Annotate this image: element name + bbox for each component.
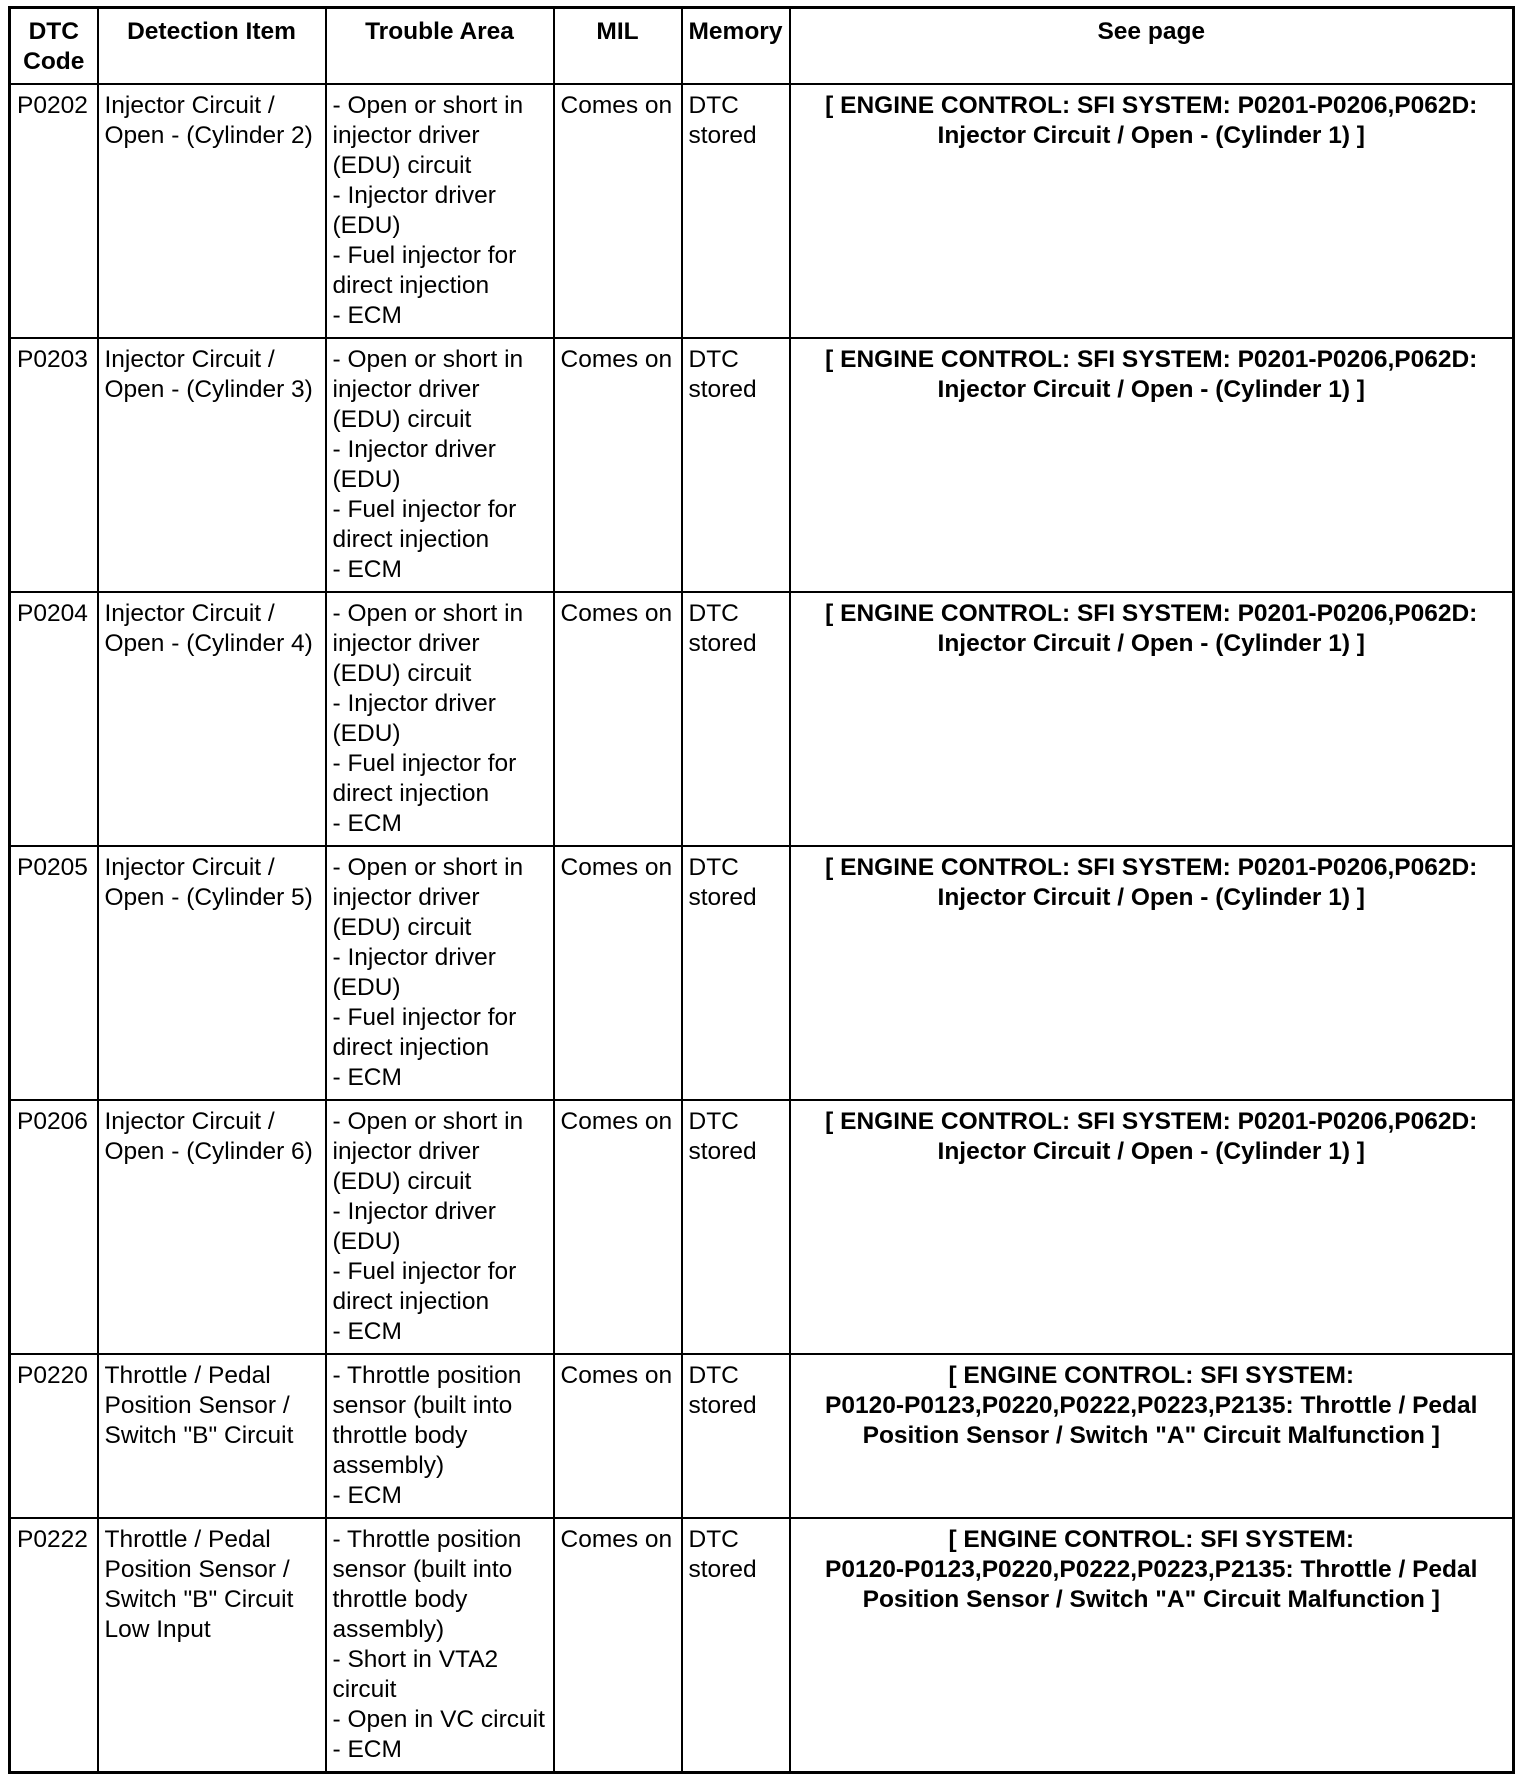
see-page-link[interactable]: [ ENGINE CONTROL: SFI SYSTEM: P0201-P0206,P062D: Injector Circuit / Open - (Cylinder 1) ] — [790, 338, 1514, 592]
header-see-page: See page — [790, 8, 1514, 85]
mil-cell: Comes on — [554, 84, 682, 338]
header-mil: MIL — [554, 8, 682, 85]
table-row — [10, 1518, 1514, 1773]
memory-cell: DTC stored — [682, 84, 790, 338]
dtc-code-cell: P0220 — [10, 1354, 98, 1518]
detection-item-cell: Injector Circuit / Open - (Cylinder 2) — [98, 84, 326, 338]
memory-cell: DTC stored — [682, 592, 790, 846]
mil-cell: Comes on — [554, 1100, 682, 1354]
header-detection-item: Detection Item — [98, 8, 326, 85]
see-page-link[interactable]: [ ENGINE CONTROL: SFI SYSTEM: P0201-P0206,P062D: Injector Circuit / Open - (Cylinder 1) ] — [790, 84, 1514, 338]
table-header-row — [10, 8, 1514, 85]
table-row — [10, 846, 1514, 1100]
see-page-link[interactable]: [ ENGINE CONTROL: SFI SYSTEM: P0201-P0206,P062D: Injector Circuit / Open - (Cylinder 1) ] — [790, 1100, 1514, 1354]
memory-cell: DTC stored — [682, 1354, 790, 1518]
memory-cell: DTC stored — [682, 846, 790, 1100]
trouble-area-cell: - Open or short in injector driver (EDU) circuit - Injector driver (EDU) - Fuel injector for direct injection - ECM — [326, 592, 554, 846]
detection-item-cell: Injector Circuit / Open - (Cylinder 4) — [98, 592, 326, 846]
table-row — [10, 84, 1514, 338]
mil-cell: Comes on — [554, 338, 682, 592]
trouble-area-cell: - Throttle position sensor (built into throttle body assembly) - Short in VTA2 circuit - Open in VC circuit - ECM — [326, 1518, 554, 1773]
detection-item-cell: Injector Circuit / Open - (Cylinder 5) — [98, 846, 326, 1100]
dtc-code-cell: P0222 — [10, 1518, 98, 1773]
dtc-code-cell: P0202 — [10, 84, 98, 338]
memory-cell: DTC stored — [682, 1100, 790, 1354]
table-row — [10, 1354, 1514, 1518]
trouble-area-cell: - Throttle position sensor (built into throttle body assembly) - ECM — [326, 1354, 554, 1518]
dtc-code-cell: P0206 — [10, 1100, 98, 1354]
detection-item-cell: Throttle / Pedal Position Sensor / Switch "B" Circuit — [98, 1354, 326, 1518]
dtc-code-cell: P0205 — [10, 846, 98, 1100]
mil-cell: Comes on — [554, 592, 682, 846]
memory-cell: DTC stored — [682, 1518, 790, 1773]
see-page-link[interactable]: [ ENGINE CONTROL: SFI SYSTEM: P0201-P0206,P062D: Injector Circuit / Open - (Cylinder 1) ] — [790, 846, 1514, 1100]
detection-item-cell: Injector Circuit / Open - (Cylinder 6) — [98, 1100, 326, 1354]
table-row — [10, 592, 1514, 846]
memory-cell: DTC stored — [682, 338, 790, 592]
mil-cell: Comes on — [554, 846, 682, 1100]
mil-cell: Comes on — [554, 1354, 682, 1518]
see-page-link[interactable]: [ ENGINE CONTROL: SFI SYSTEM: P0120-P0123,P0220,P0222,P0223,P2135: Throttle / Pedal Position Sensor / Switch "A" Circuit Malfunction ] — [790, 1354, 1514, 1518]
mil-cell: Comes on — [554, 1518, 682, 1773]
see-page-link[interactable]: [ ENGINE CONTROL: SFI SYSTEM: P0120-P0123,P0220,P0222,P0223,P2135: Throttle / Pedal Position Sensor / Switch "A" Circuit Malfunction ] — [790, 1518, 1514, 1773]
trouble-area-cell: - Open or short in injector driver (EDU) circuit - Injector driver (EDU) - Fuel injector for direct injection - ECM — [326, 1100, 554, 1354]
header-dtc-code: DTC Code — [10, 8, 98, 85]
see-page-link[interactable]: [ ENGINE CONTROL: SFI SYSTEM: P0201-P0206,P062D: Injector Circuit / Open - (Cylinder 1) ] — [790, 592, 1514, 846]
detection-item-cell: Throttle / Pedal Position Sensor / Switch "B" Circuit Low Input — [98, 1518, 326, 1773]
dtc-code-cell: P0203 — [10, 338, 98, 592]
table-row — [10, 1100, 1514, 1354]
header-trouble-area: Trouble Area — [326, 8, 554, 85]
dtc-code-cell: P0204 — [10, 592, 98, 846]
table-row — [10, 338, 1514, 592]
trouble-area-cell: - Open or short in injector driver (EDU) circuit - Injector driver (EDU) - Fuel injector for direct injection - ECM — [326, 84, 554, 338]
trouble-area-cell: - Open or short in injector driver (EDU) circuit - Injector driver (EDU) - Fuel injector for direct injection - ECM — [326, 846, 554, 1100]
trouble-area-cell: - Open or short in injector driver (EDU) circuit - Injector driver (EDU) - Fuel injector for direct injection - ECM — [326, 338, 554, 592]
dtc-table — [8, 6, 1515, 1774]
header-memory: Memory — [682, 8, 790, 85]
detection-item-cell: Injector Circuit / Open - (Cylinder 3) — [98, 338, 326, 592]
